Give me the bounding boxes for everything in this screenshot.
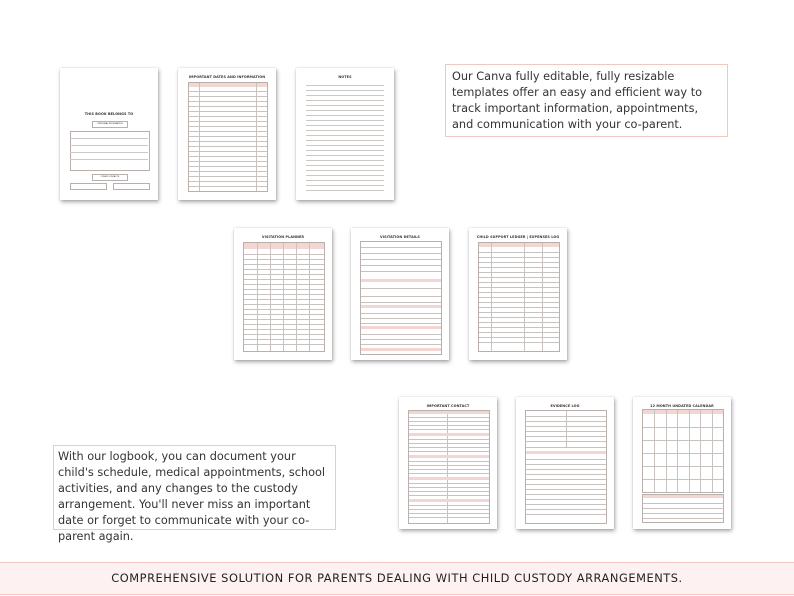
other-contacts-text: OTHER CONTACTS xyxy=(100,176,120,178)
banner-text: COMPREHENSIVE SOLUTION FOR PARENTS DEALING WITH CHILD CUSTODY ARRANGEMENTS. xyxy=(111,571,683,585)
page-important-dates xyxy=(178,68,276,200)
personal-info-text: PERSONAL INFORMATION xyxy=(97,123,123,125)
page-notes xyxy=(296,68,394,200)
ledger-table xyxy=(478,242,560,352)
page-title: VISITATION PLANNER xyxy=(261,235,305,239)
page-title: NOTES xyxy=(338,75,352,79)
calendar-grid xyxy=(642,409,724,493)
evidence-form xyxy=(525,410,607,524)
page-visitation-planner xyxy=(234,228,332,360)
page-title: THIS BOOK BELONGS TO xyxy=(84,112,134,116)
calendar-notes xyxy=(642,494,724,523)
page-calendar xyxy=(633,397,731,529)
description-bottom-text: With our logbook, you can document your child's schedule, medical appointments, school activities, and any changes to the custody arrangement. You'll never miss an important date or forget to communicate with your co-parent again. xyxy=(58,450,326,543)
page-title: CHILD SUPPORT LEDGER | EXPENSES LOG xyxy=(476,235,560,239)
page-child-support xyxy=(469,228,567,360)
page-title: EVIDENCE LOG xyxy=(550,404,580,408)
info-form xyxy=(70,131,150,171)
dates-table xyxy=(188,82,268,192)
details-form xyxy=(360,241,442,355)
description-top xyxy=(445,64,728,137)
page-visitation-details xyxy=(351,228,449,360)
page-title: IMPORTANT DATES AND INFORMATION xyxy=(188,75,266,79)
description-top-text: Our Canva fully editable, fully resizable templates offer an easy and efficient way to track important information, appointments, and communication with your co-parent. xyxy=(452,70,703,131)
page-title: IMPORTANT CONTACT xyxy=(426,404,470,408)
page-title: VISITATION DETAILS xyxy=(380,235,420,239)
banner xyxy=(0,562,794,595)
contact-form xyxy=(408,410,490,524)
page-important-contact xyxy=(399,397,497,529)
planner-table xyxy=(243,242,325,352)
page-owner xyxy=(60,68,158,200)
personal-info-label xyxy=(92,121,128,128)
other-contacts-label xyxy=(92,174,128,181)
page-title: 12 MONTH UNDATED CALENDAR xyxy=(650,404,714,408)
description-bottom xyxy=(53,445,336,543)
page-evidence-log xyxy=(516,397,614,529)
